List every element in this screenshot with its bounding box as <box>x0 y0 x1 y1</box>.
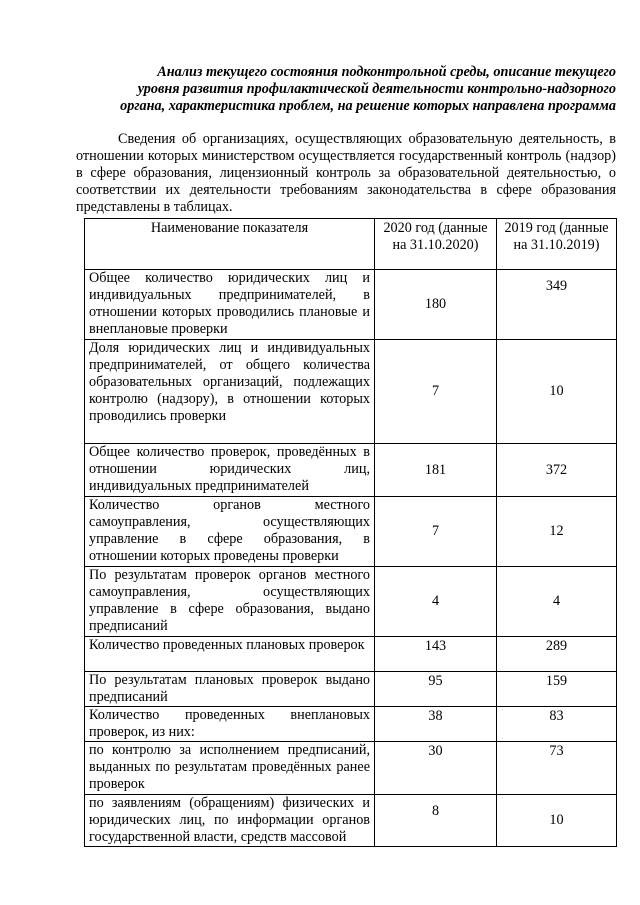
row-value-2019: 10 <box>497 340 617 444</box>
row-value-2019: 83 <box>497 707 617 742</box>
row-value-2020: 180 <box>375 270 497 340</box>
table-row <box>85 340 617 444</box>
row-value-2019: 10 <box>497 795 617 847</box>
row-name: Количество проведенных внеплановых проверок, из них: <box>85 707 375 742</box>
row-value-2020: 4 <box>375 567 497 637</box>
header-2020: 2020 год (данные на 31.10.2020) <box>375 219 497 270</box>
heading-line-1: Анализ текущего состояния подконтрольной среды, описание текущего <box>157 64 616 80</box>
row-value-2020: 8 <box>375 795 497 847</box>
row-value-2019: 4 <box>497 567 617 637</box>
row-value-2020: 38 <box>375 707 497 742</box>
row-value-2020: 7 <box>375 340 497 444</box>
row-name: по контролю за исполнением предписаний, выданных по результатам проведённых ранее проверок <box>85 742 375 795</box>
row-name: По результатам проверок органов местного самоуправления, осуществляющих управление в сфере образования, выдано предписаний <box>85 567 375 637</box>
table-row <box>85 567 617 637</box>
table-row <box>85 637 617 672</box>
table-row <box>85 707 617 742</box>
heading-line-3: органа, характеристика проблем, на решение которых направлена программа <box>120 98 616 114</box>
row-value-2019: 12 <box>497 497 617 567</box>
row-value-2020: 95 <box>375 672 497 707</box>
row-value-2020: 181 <box>375 444 497 497</box>
table-row <box>85 497 617 567</box>
row-name: Количество органов местного самоуправления, осуществляющих управление в сфере образования, в отношении которых проведены проверки <box>85 497 375 567</box>
row-value-2019: 289 <box>497 637 617 672</box>
table-row <box>85 444 617 497</box>
table-row <box>85 795 617 847</box>
row-value-2020: 143 <box>375 637 497 672</box>
table-header-row <box>85 219 617 270</box>
row-value-2020: 7 <box>375 497 497 567</box>
heading-line-2: уровня развития профилактической деятельности контрольно-надзорного <box>137 81 616 97</box>
row-name: Общее количество юридических лиц и индивидуальных предпринимателей, в отношении которых проводились плановые и внеплановые проверки <box>85 270 375 340</box>
table-row <box>85 742 617 795</box>
table-row <box>85 270 617 340</box>
row-value-2019: 349 <box>497 270 617 340</box>
row-value-2019: 372 <box>497 444 617 497</box>
row-name: по заявлениям (обращениям) физических и юридических лиц, по информации органов государственной власти, средств массовой <box>85 795 375 847</box>
header-2019: 2019 год (данные на 31.10.2019) <box>497 219 617 270</box>
row-value-2019: 159 <box>497 672 617 707</box>
section-heading <box>70 64 616 115</box>
table-row <box>85 672 617 707</box>
row-name: По результатам плановых проверок выдано предписаний <box>85 672 375 707</box>
row-value-2020: 30 <box>375 742 497 795</box>
row-name: Общее количество проверок, проведённых в отношении юридических лиц, индивидуальных предпринимателей <box>85 444 375 497</box>
intro-paragraph: Сведения об организациях, осуществляющих образовательную деятельность, в отношении которых министерством осуществляется государственный контроль (надзор) в сфере образования, лицензионный контроль за образовательной деятельностью, о соответствии их деятельности требованиям законодательства в сфере образования представлены в таблицах. <box>76 131 616 215</box>
inspection-statistics-table <box>84 218 617 847</box>
row-name: Количество проведенных плановых проверок <box>85 637 375 672</box>
row-value-2019: 73 <box>497 742 617 795</box>
row-name: Доля юридических лиц и индивидуальных предпринимателей, от общего количества образовательных организаций, подлежащих контролю (надзору), в отношении которых проводились проверки <box>85 340 375 444</box>
header-indicator: Наименование показателя <box>85 219 375 270</box>
